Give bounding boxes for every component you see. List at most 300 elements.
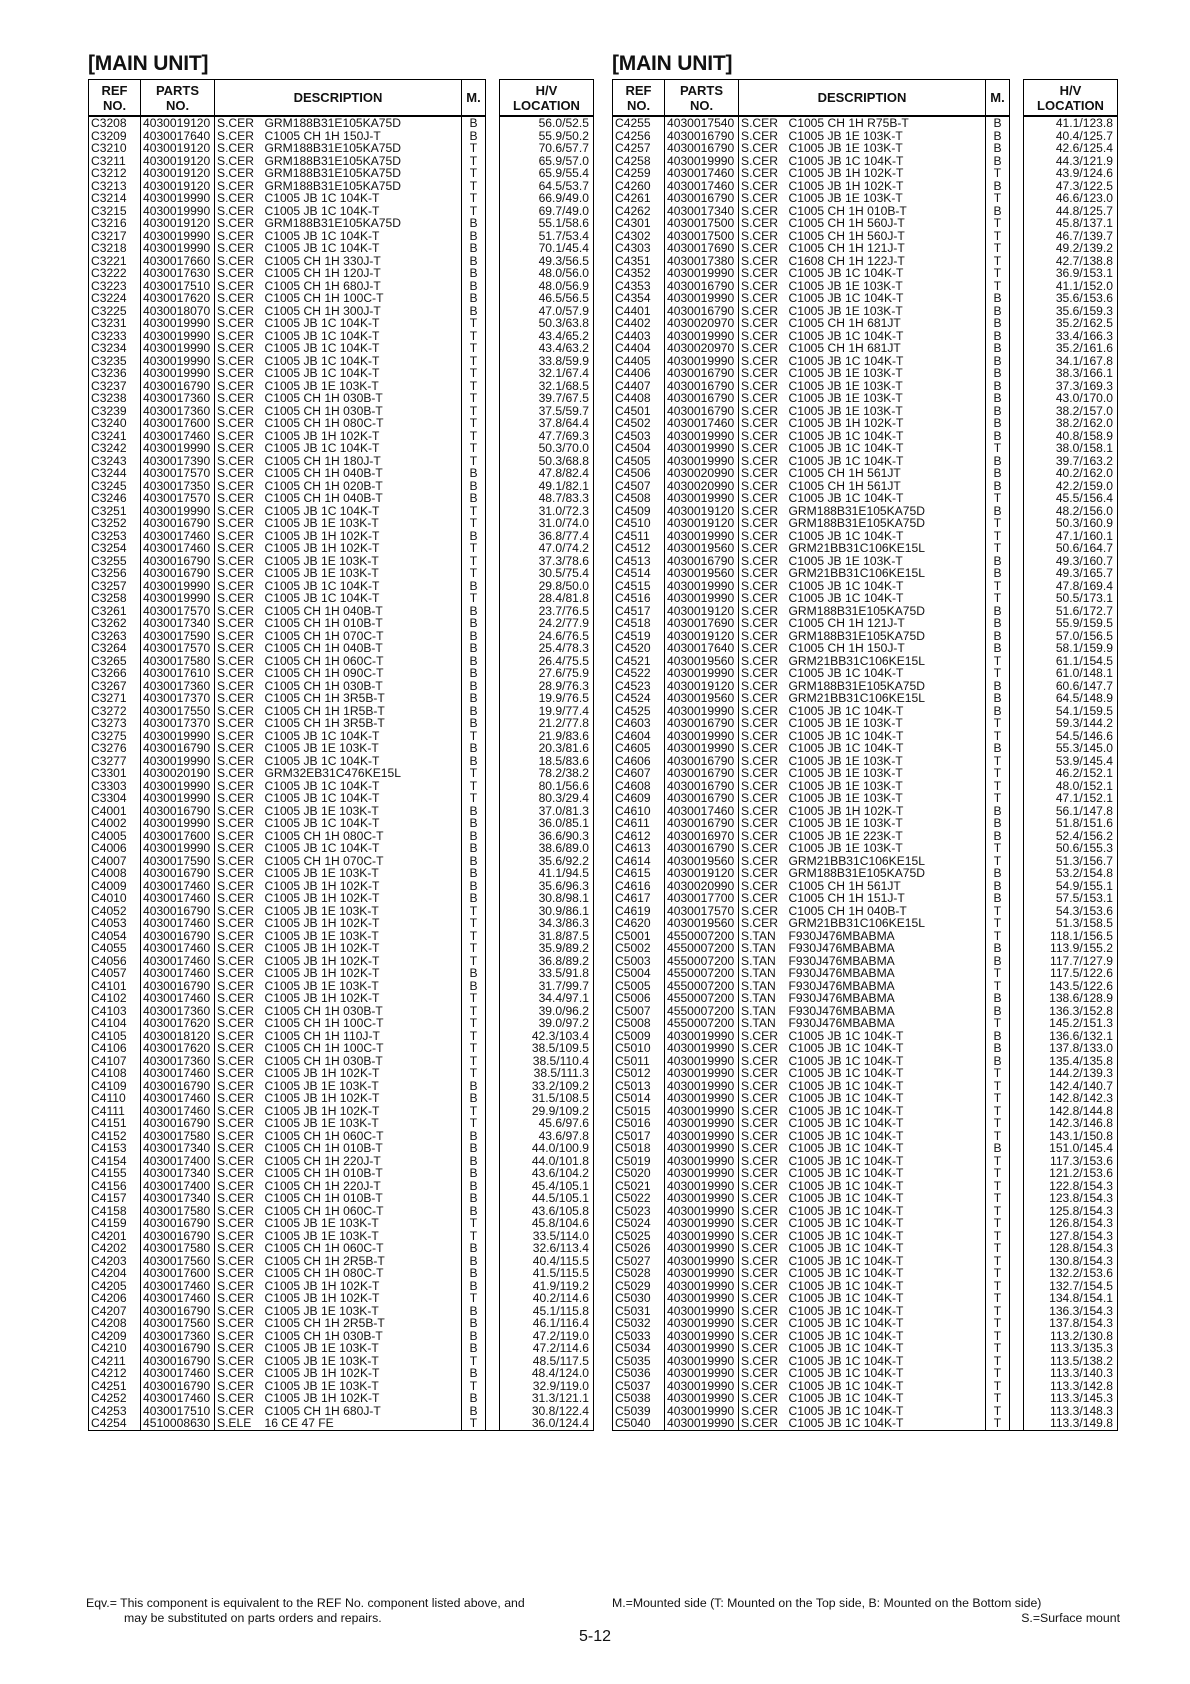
- location-cell: 50.3/68.8: [500, 455, 594, 468]
- spacer-cell: [486, 1105, 500, 1118]
- mounted-side-cell: B: [462, 967, 486, 980]
- table-row: [89, 116, 594, 130]
- location-cell: 42.6/125.4: [1024, 142, 1118, 155]
- type-cell: S.CER: [215, 116, 263, 130]
- parts-no-cell: 4030017460: [141, 430, 215, 443]
- table-row: [89, 1305, 594, 1318]
- mounted-side-cell: T: [462, 142, 486, 155]
- spacer-cell: [1010, 1142, 1024, 1155]
- parts-no-cell: 4030019990: [665, 592, 739, 605]
- mounted-side-cell: B: [986, 180, 1010, 193]
- description-cell: C1005 CH 1H 180J-T: [263, 455, 462, 468]
- location-cell: 142.8/142.3: [1024, 1092, 1118, 1105]
- spacer-cell: [1010, 592, 1024, 605]
- type-cell: S.CER: [215, 580, 263, 593]
- type-cell: S.CER: [215, 905, 263, 918]
- spacer-cell: [1010, 992, 1024, 1005]
- location-cell: 136.6/132.1: [1024, 1030, 1118, 1043]
- description-cell: GRM188B31E105KA75D: [263, 167, 462, 180]
- spacer-cell: [1010, 580, 1024, 593]
- type-cell: S.CER: [215, 1305, 263, 1318]
- header-location: H/V LOCATION: [500, 80, 594, 117]
- ref-no-cell: C4521: [613, 655, 665, 668]
- ref-no-cell: C4007: [89, 855, 141, 868]
- spacer-cell: [486, 1080, 500, 1093]
- table-row: [613, 505, 1118, 518]
- parts-no-cell: 4030017590: [141, 630, 215, 643]
- type-cell: S.CER: [215, 380, 263, 393]
- mounted-side-cell: T: [986, 530, 1010, 543]
- ref-no-cell: C4006: [89, 842, 141, 855]
- parts-no-cell: 4030016790: [665, 405, 739, 418]
- location-cell: 33.5/91.8: [500, 967, 594, 980]
- description-cell: C1005 JB 1C 104K-T: [787, 1305, 986, 1318]
- description-cell: C1005 JB 1E 103K-T: [787, 755, 986, 768]
- type-cell: S.CER: [215, 1067, 263, 1080]
- location-cell: 55.9/159.5: [1024, 617, 1118, 630]
- table-row: [613, 705, 1118, 718]
- parts-no-cell: 4030016790: [665, 755, 739, 768]
- ref-no-cell: C3272: [89, 705, 141, 718]
- parts-no-cell: 4030020970: [665, 317, 739, 330]
- type-cell: S.CER: [215, 605, 263, 618]
- ref-no-cell: C4153: [89, 1142, 141, 1155]
- ref-no-cell: C3242: [89, 442, 141, 455]
- description-cell: C1005 JB 1C 104K-T: [787, 430, 986, 443]
- description-cell: C1005 CH 1H 030B-T: [263, 1005, 462, 1018]
- location-cell: 43.4/65.2: [500, 330, 594, 343]
- location-cell: 47.1/152.1: [1024, 792, 1118, 805]
- mounted-side-cell: T: [986, 1230, 1010, 1243]
- type-cell: S.CER: [215, 1242, 263, 1255]
- type-cell: S.CER: [739, 742, 787, 755]
- description-cell: C1005 JB 1E 103K-T: [263, 1217, 462, 1230]
- location-cell: 40.4/115.5: [500, 1255, 594, 1268]
- parts-no-cell: 4030019990: [141, 817, 215, 830]
- parts-no-cell: 4030019990: [665, 1280, 739, 1293]
- description-cell: C1005 JB 1H 102K-T: [787, 805, 986, 818]
- parts-no-cell: 4030017380: [665, 255, 739, 268]
- spacer-cell: [1010, 1042, 1024, 1055]
- parts-no-cell: 4030019990: [665, 1230, 739, 1243]
- mounted-side-cell: B: [462, 692, 486, 705]
- parts-no-cell: 4030019990: [665, 1080, 739, 1093]
- description-cell: C1005 CH 1H 151J-T: [787, 892, 986, 905]
- description-cell: C1005 JB 1E 103K-T: [263, 517, 462, 530]
- type-cell: S.CER: [215, 1017, 263, 1030]
- mounted-side-cell: T: [986, 1292, 1010, 1305]
- ref-no-cell: C4109: [89, 1080, 141, 1093]
- header-ref-no: REF NO.: [613, 80, 665, 117]
- table-row: [89, 1267, 594, 1280]
- mounted-side-cell: T: [986, 255, 1010, 268]
- parts-no-cell: 4030019990: [665, 1130, 739, 1143]
- mounted-side-cell: B: [986, 142, 1010, 155]
- type-cell: S.CER: [739, 805, 787, 818]
- type-cell: S.CER: [739, 1055, 787, 1068]
- spacer-cell: [1010, 980, 1024, 993]
- spacer-cell: [486, 755, 500, 768]
- type-cell: S.CER: [739, 280, 787, 293]
- parts-no-cell: 4030016790: [141, 1080, 215, 1093]
- table-row: [89, 1317, 594, 1330]
- parts-no-cell: 4550007200: [665, 942, 739, 955]
- spacer-cell: [486, 617, 500, 630]
- table-row: [613, 1117, 1118, 1130]
- ref-no-cell: C4152: [89, 1130, 141, 1143]
- mounted-side-cell: B: [462, 642, 486, 655]
- table-row: [613, 830, 1118, 843]
- location-cell: 38.2/157.0: [1024, 405, 1118, 418]
- description-cell: C1005 CH 1H 220J-T: [263, 1180, 462, 1193]
- ref-no-cell: C3258: [89, 592, 141, 605]
- location-cell: 53.2/154.8: [1024, 867, 1118, 880]
- description-cell: C1005 CH 1H 060C-T: [263, 655, 462, 668]
- spacer-cell: [486, 630, 500, 643]
- type-cell: S.CER: [739, 1280, 787, 1293]
- spacer-cell: [1010, 605, 1024, 618]
- type-cell: S.CER: [215, 1330, 263, 1343]
- description-cell: C1005 JB 1C 104K-T: [787, 592, 986, 605]
- mounted-side-cell: B: [462, 230, 486, 243]
- spacer-cell: [1010, 1267, 1024, 1280]
- location-cell: 37.0/81.3: [500, 805, 594, 818]
- ref-no-cell: C5016: [613, 1117, 665, 1130]
- description-cell: C1005 JB 1E 103K-T: [263, 1305, 462, 1318]
- mounted-side-cell: T: [462, 792, 486, 805]
- parts-no-cell: 4030017460: [141, 542, 215, 555]
- description-cell: C1005 CH 1H 090C-T: [263, 667, 462, 680]
- table-row: [89, 867, 594, 880]
- table-row: [613, 1192, 1118, 1205]
- table-row: [89, 267, 594, 280]
- location-cell: 54.1/159.5: [1024, 705, 1118, 718]
- parts-no-cell: 4030016790: [141, 1305, 215, 1318]
- description-cell: C1005 JB 1E 103K-T: [787, 792, 986, 805]
- spacer-cell: [1010, 1205, 1024, 1218]
- description-cell: C1005 CH 1H 110J-T: [263, 1030, 462, 1043]
- ref-no-cell: C4303: [613, 242, 665, 255]
- type-cell: S.CER: [215, 1055, 263, 1068]
- spacer-cell: [486, 730, 500, 743]
- table-row: [613, 855, 1118, 868]
- location-cell: 51.6/172.7: [1024, 605, 1118, 618]
- table-row: [89, 780, 594, 793]
- description-cell: C1005 JB 1C 104K-T: [787, 330, 986, 343]
- table-row: [613, 1367, 1118, 1380]
- ref-no-cell: C3273: [89, 717, 141, 730]
- type-cell: S.CER: [215, 1042, 263, 1055]
- spacer-cell: [1010, 655, 1024, 668]
- parts-no-cell: 4030019990: [141, 730, 215, 743]
- type-cell: S.CER: [215, 130, 263, 143]
- mounted-side-cell: T: [462, 1055, 486, 1068]
- parts-no-cell: 4030019990: [141, 367, 215, 380]
- type-cell: S.CER: [739, 680, 787, 693]
- parts-no-cell: 4030019990: [665, 355, 739, 368]
- ref-no-cell: C4010: [89, 892, 141, 905]
- mounted-side-cell: T: [462, 1355, 486, 1368]
- type-cell: S.CER: [739, 630, 787, 643]
- mounted-side-cell: B: [462, 855, 486, 868]
- parts-no-cell: 4030019990: [665, 1142, 739, 1155]
- description-cell: C1005 JB 1C 104K-T: [787, 442, 986, 455]
- spacer-cell: [486, 1355, 500, 1368]
- parts-no-cell: 4030017620: [141, 292, 215, 305]
- table-row: [89, 580, 594, 593]
- spacer-cell: [486, 230, 500, 243]
- type-cell: S.CER: [215, 442, 263, 455]
- parts-no-cell: 4030017370: [141, 692, 215, 705]
- mounted-side-cell: B: [986, 705, 1010, 718]
- table-row: [613, 380, 1118, 393]
- location-cell: 35.9/89.2: [500, 942, 594, 955]
- table-row: [89, 630, 594, 643]
- type-cell: S.CER: [215, 155, 263, 168]
- description-cell: GRM188B31E105KA75D: [787, 680, 986, 693]
- mounted-side-cell: B: [462, 1192, 486, 1205]
- type-cell: S.CER: [215, 217, 263, 230]
- description-cell: C1005 JB 1H 102K-T: [263, 1367, 462, 1380]
- spacer-cell: [486, 642, 500, 655]
- description-cell: C1005 CH 1H 010B-T: [787, 205, 986, 218]
- type-cell: S.CER: [739, 255, 787, 268]
- type-cell: S.CER: [215, 1030, 263, 1043]
- spacer-cell: [1010, 705, 1024, 718]
- description-cell: C1005 JB 1C 104K-T: [787, 1067, 986, 1080]
- ref-no-cell: C5021: [613, 1180, 665, 1193]
- ref-no-cell: C5027: [613, 1255, 665, 1268]
- ref-no-cell: C3218: [89, 242, 141, 255]
- footnote-line: Eqv.= This component is equivalent to the REF No. component listed above, and: [86, 1596, 525, 1610]
- description-cell: C1005 JB 1E 103K-T: [263, 805, 462, 818]
- parts-no-cell: 4030017580: [141, 1130, 215, 1143]
- ref-no-cell: C5024: [613, 1217, 665, 1230]
- table-row: [89, 717, 594, 730]
- ref-no-cell: C4514: [613, 567, 665, 580]
- location-cell: 38.2/162.0: [1024, 417, 1118, 430]
- spacer-cell: [486, 1292, 500, 1305]
- description-cell: GRM21BB31C106KE15L: [787, 917, 986, 930]
- type-cell: S.CER: [215, 830, 263, 843]
- location-cell: 55.3/145.0: [1024, 742, 1118, 755]
- ref-no-cell: C4612: [613, 830, 665, 843]
- spacer-cell: [1010, 1080, 1024, 1093]
- parts-no-cell: 4030017570: [141, 605, 215, 618]
- unit-title: [MAIN UNIT]: [612, 52, 733, 75]
- spacer-cell: [1010, 1355, 1024, 1368]
- description-cell: C1005 JB 1E 103K-T: [263, 1355, 462, 1368]
- location-cell: 125.8/154.3: [1024, 1205, 1118, 1218]
- ref-no-cell: C5005: [613, 980, 665, 993]
- location-cell: 26.4/75.5: [500, 655, 594, 668]
- type-cell: S.CER: [215, 517, 263, 530]
- description-cell: C1005 JB 1E 103K-T: [787, 392, 986, 405]
- ref-no-cell: C5030: [613, 1292, 665, 1305]
- description-cell: GRM21BB31C106KE15L: [787, 692, 986, 705]
- table-row: [89, 417, 594, 430]
- mounted-side-cell: B: [462, 717, 486, 730]
- table-body: [613, 116, 1118, 1430]
- description-cell: C1005 JB 1C 104K-T: [787, 1242, 986, 1255]
- ref-no-cell: C4402: [613, 317, 665, 330]
- parts-no-cell: 4030017340: [665, 205, 739, 218]
- type-cell: S.CER: [215, 542, 263, 555]
- type-cell: S.CER: [739, 830, 787, 843]
- ref-no-cell: C5034: [613, 1342, 665, 1355]
- description-cell: C1005 JB 1H 102K-T: [263, 542, 462, 555]
- type-cell: S.CER: [215, 205, 263, 218]
- description-cell: C1005 JB 1E 103K-T: [263, 380, 462, 393]
- mounted-side-cell: T: [986, 767, 1010, 780]
- ref-no-cell: C4506: [613, 467, 665, 480]
- ref-no-cell: C4201: [89, 1230, 141, 1243]
- ref-no-cell: C5011: [613, 1055, 665, 1068]
- parts-no-cell: 4030016790: [141, 380, 215, 393]
- parts-no-cell: 4030019990: [141, 592, 215, 605]
- location-cell: 49.2/139.2: [1024, 242, 1118, 255]
- description-cell: C1005 CH 1H 020B-T: [263, 480, 462, 493]
- location-cell: 41.1/152.0: [1024, 280, 1118, 293]
- description-cell: C1005 JB 1C 104K-T: [787, 530, 986, 543]
- unit-title: [MAIN UNIT]: [88, 52, 209, 75]
- description-cell: GRM188B31E105KA75D: [263, 142, 462, 155]
- location-cell: 36.0/85.1: [500, 817, 594, 830]
- mounted-side-cell: T: [462, 542, 486, 555]
- spacer-cell: [1010, 817, 1024, 830]
- mounted-side-cell: T: [986, 780, 1010, 793]
- description-cell: F930J476MBABMA: [787, 930, 986, 943]
- ref-no-cell: C5037: [613, 1380, 665, 1393]
- ref-no-cell: C3238: [89, 392, 141, 405]
- location-cell: 132.7/154.5: [1024, 1280, 1118, 1293]
- parts-no-cell: 4030016790: [665, 767, 739, 780]
- parts-no-cell: 4030019120: [665, 630, 739, 643]
- description-cell: GRM188B31E105KA75D: [263, 217, 462, 230]
- location-cell: 41.1/94.5: [500, 867, 594, 880]
- ref-no-cell: C3261: [89, 605, 141, 618]
- location-cell: 144.2/139.3: [1024, 1067, 1118, 1080]
- location-cell: 20.3/81.6: [500, 742, 594, 755]
- type-cell: S.CER: [215, 1105, 263, 1118]
- spacer-cell: [486, 530, 500, 543]
- description-cell: C1005 CH 1H 030B-T: [263, 1055, 462, 1068]
- table-row: [613, 192, 1118, 205]
- ref-no-cell: C5010: [613, 1042, 665, 1055]
- description-cell: C1005 JB 1C 104K-T: [263, 792, 462, 805]
- ref-no-cell: C4524: [613, 692, 665, 705]
- mounted-side-cell: T: [986, 1067, 1010, 1080]
- parts-no-cell: 4030017460: [141, 1105, 215, 1118]
- spacer-cell: [1010, 505, 1024, 518]
- ref-no-cell: C4262: [613, 205, 665, 218]
- ref-no-cell: C3275: [89, 730, 141, 743]
- type-cell: S.CER: [739, 1092, 787, 1105]
- location-cell: 43.4/63.2: [500, 342, 594, 355]
- parts-no-cell: 4550007200: [665, 992, 739, 1005]
- spacer-cell: [1010, 292, 1024, 305]
- description-cell: C1005 JB 1E 103K-T: [263, 1117, 462, 1130]
- type-cell: S.CER: [215, 730, 263, 743]
- type-cell: S.CER: [739, 517, 787, 530]
- type-cell: S.CER: [215, 1217, 263, 1230]
- ref-no-cell: C4251: [89, 1380, 141, 1393]
- ref-no-cell: C4254: [89, 1417, 141, 1430]
- mounted-side-cell: B: [986, 805, 1010, 818]
- spacer-cell: [486, 855, 500, 868]
- parts-no-cell: 4030017620: [141, 1042, 215, 1055]
- type-cell: S.CER: [739, 1342, 787, 1355]
- spacer-cell: [486, 442, 500, 455]
- spacer-cell: [486, 1042, 500, 1055]
- table-row: [613, 942, 1118, 955]
- ref-no-cell: C3215: [89, 205, 141, 218]
- mounted-side-cell: B: [462, 1342, 486, 1355]
- ref-no-cell: C3271: [89, 692, 141, 705]
- spacer-cell: [486, 317, 500, 330]
- type-cell: S.CER: [739, 605, 787, 618]
- ref-no-cell: C5014: [613, 1092, 665, 1105]
- spacer-cell: [486, 892, 500, 905]
- location-cell: 38.5/111.3: [500, 1067, 594, 1080]
- table-row: [89, 1417, 594, 1430]
- mounted-side-cell: T: [462, 505, 486, 518]
- description-cell: C1005 JB 1E 223K-T: [787, 830, 986, 843]
- ref-no-cell: C4053: [89, 917, 141, 930]
- description-cell: C1005 JB 1E 103K-T: [787, 717, 986, 730]
- table-row: [89, 917, 594, 930]
- location-cell: 145.2/151.3: [1024, 1017, 1118, 1030]
- table-row: [89, 705, 594, 718]
- description-cell: C1005 JB 1E 103K-T: [787, 767, 986, 780]
- parts-no-cell: 4030020190: [141, 767, 215, 780]
- location-cell: 69.7/49.0: [500, 205, 594, 218]
- spacer-cell: [486, 742, 500, 755]
- type-cell: S.CER: [739, 567, 787, 580]
- ref-no-cell: C4511: [613, 530, 665, 543]
- description-cell: C1005 JB 1C 104K-T: [263, 330, 462, 343]
- mounted-side-cell: B: [462, 1255, 486, 1268]
- table-row: [89, 842, 594, 855]
- mounted-side-cell: B: [986, 992, 1010, 1005]
- spacer-cell: [1010, 1055, 1024, 1068]
- type-cell: S.CER: [739, 1205, 787, 1218]
- ref-no-cell: C4057: [89, 967, 141, 980]
- parts-no-cell: 4030017360: [141, 680, 215, 693]
- table-row: [613, 230, 1118, 243]
- table-row: [89, 1180, 594, 1193]
- location-cell: 40.2/114.6: [500, 1292, 594, 1305]
- type-cell: S.CER: [215, 592, 263, 605]
- mounted-side-cell: B: [462, 255, 486, 268]
- ref-no-cell: C3301: [89, 767, 141, 780]
- type-cell: S.CER: [215, 280, 263, 293]
- table-row: [613, 317, 1118, 330]
- table-row: [89, 1067, 594, 1080]
- type-cell: S.CER: [215, 692, 263, 705]
- ref-no-cell: C4257: [613, 142, 665, 155]
- location-cell: 65.9/55.4: [500, 167, 594, 180]
- description-cell: C1005 CH 1H 680J-T: [263, 280, 462, 293]
- ref-no-cell: C4611: [613, 817, 665, 830]
- location-cell: 31.7/99.7: [500, 980, 594, 993]
- description-cell: C1005 JB 1C 104K-T: [787, 1130, 986, 1143]
- spacer-cell: [1010, 155, 1024, 168]
- ref-no-cell: C4207: [89, 1305, 141, 1318]
- type-cell: S.CER: [739, 792, 787, 805]
- type-cell: S.CER: [739, 1267, 787, 1280]
- table-row: [613, 217, 1118, 230]
